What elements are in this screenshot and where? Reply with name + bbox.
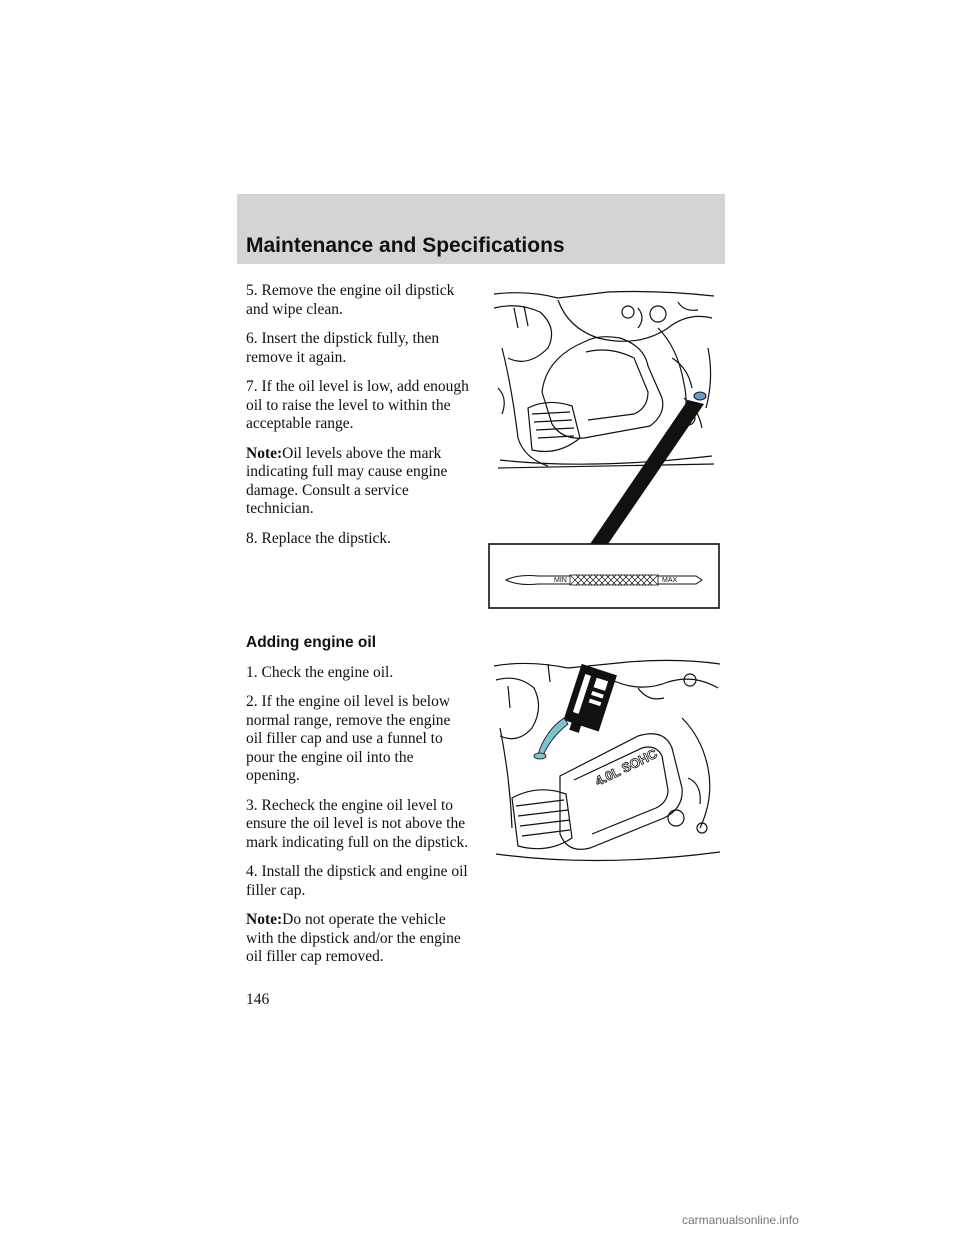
check-oil-steps: [246, 282, 470, 559]
adding-oil-section: [246, 634, 470, 978]
engine-cover-text: 4.0L SOHC: [592, 745, 660, 789]
footer-watermark: carmanualsonline.info: [682, 1213, 799, 1227]
note-label-2: Note:: [246, 911, 283, 928]
note-paragraph-2: [246, 911, 470, 967]
step-5: 5. Remove the engine oil dipstick and wipe clean.: [246, 282, 455, 318]
add-step-4: 4. Install the dipstick and engine oil filler cap.: [246, 863, 468, 899]
step-7: 7. If the oil level is low, add enough oil to raise the level to within the acceptable range.: [246, 378, 469, 432]
add-step-2: 2. If the engine oil level is below normal range, remove the engine oil filler cap and use a funnel to pour the engine oil into the opening.: [246, 693, 451, 784]
page-title: Maintenance and Specifications: [246, 234, 565, 257]
note-text: Oil levels above the mark indicating full may cause engine damage. Consult a service technician.: [246, 444, 448, 517]
note-text-2: Do not operate the vehicle with the dipstick and/or the engine oil filler cap removed.: [246, 911, 461, 965]
note-label: Note:: [246, 444, 283, 462]
dipstick-min-label: MIN: [554, 577, 567, 584]
page-number: 146: [246, 991, 270, 1008]
add-step-1: 1. Check the engine oil.: [246, 663, 394, 681]
adding-oil-illustration: [488, 658, 724, 870]
dipstick-max-label: MAX: [662, 577, 678, 584]
dipstick-illustration: [488, 288, 722, 614]
step-8: 8. Replace the dipstick.: [246, 529, 392, 547]
note-paragraph: [246, 445, 470, 519]
add-step-3: 3. Recheck the engine oil level to ensure the oil level is not above the mark indicating full on the dipstick.: [246, 796, 469, 851]
section-title-adding-oil: Adding engine oil: [246, 634, 377, 651]
step-6: 6. Insert the dipstick fully, then remove it again.: [246, 330, 440, 366]
